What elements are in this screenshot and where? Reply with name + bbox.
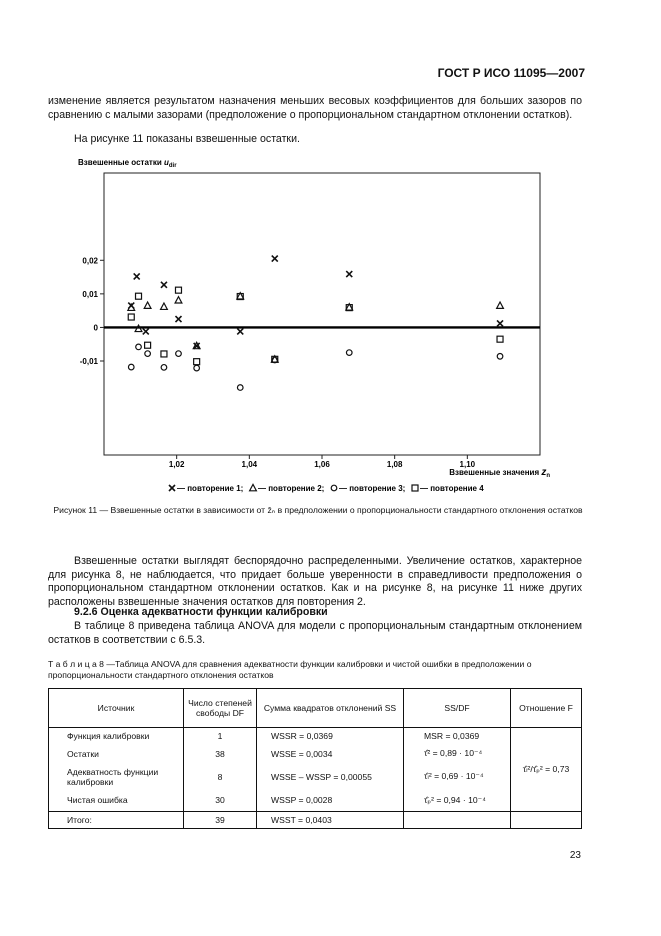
cell-df: 30 xyxy=(184,790,257,812)
data-point-triangle-marker xyxy=(144,302,151,308)
x-tick-label: 1,06 xyxy=(314,460,330,469)
data-point-circle-marker xyxy=(497,354,503,360)
data-point-x-marker xyxy=(161,282,167,288)
table-row xyxy=(49,790,582,812)
y-tick-label: 0 xyxy=(93,323,98,333)
cell-ssdf: τ̂ₗ² = 0,69 · 10⁻⁴ xyxy=(404,764,511,790)
data-point-square-marker xyxy=(497,336,503,342)
data-point-circle-marker xyxy=(161,365,167,371)
cell-source: Функция калибровки xyxy=(49,728,184,744)
cell-source: Адекватность функции калибровки xyxy=(49,764,184,790)
header-f: Отношение F xyxy=(511,689,582,728)
data-point-square-marker xyxy=(175,287,181,293)
header-source: Источник xyxy=(49,689,184,728)
cell-source: Итого: xyxy=(49,812,184,829)
data-point-circle-marker xyxy=(237,385,243,391)
cell-ss: WSSR = 0,0369 xyxy=(257,728,404,744)
table-row xyxy=(49,728,582,744)
table-row-total xyxy=(49,812,582,829)
paragraph-table-ref: В таблице 8 приведена таблица ANOVA для модели с пропорциональным стандартным отклонением остатков в соответствии с 6.5.3. xyxy=(48,620,582,646)
paragraph-figure-ref: На рисунке 11 показаны взвешенные остатки. xyxy=(74,133,300,145)
x-tick-label: 1,08 xyxy=(386,460,403,469)
cell-source: Остатки xyxy=(49,744,184,764)
anova-table xyxy=(48,688,582,829)
paragraph-analysis: Взвешенные остатки выглядят беспорядочно распределенными. Увеличение остатков, характерное для рисунка 8, не наблюдается, что придает больше уверенности в справедливости предположения о пропорциональном стандартном отклонении остатков. Как и на рисунке 8, на рисунке 11 ниже других расположены взвешенные значения остатков для повторения 2. xyxy=(48,555,582,608)
x-tick-label: 1,04 xyxy=(241,460,258,469)
section-title: 9.2.6 Оценка адекватности функции калибровки xyxy=(74,606,328,618)
data-point-circle-marker xyxy=(128,364,134,370)
y-axis-label: Взвешенные остатки $u_{dir}$ xyxy=(78,158,177,169)
data-point-circle-marker xyxy=(136,344,142,350)
data-point-circle-marker xyxy=(194,365,200,371)
data-point-x-marker xyxy=(169,485,175,491)
data-point-circle-marker xyxy=(145,351,151,357)
data-point-x-marker xyxy=(175,316,181,322)
cell-df: 8 xyxy=(184,764,257,790)
data-point-x-marker xyxy=(134,273,140,279)
data-point-square-marker xyxy=(145,342,151,348)
residuals-scatter-chart xyxy=(60,155,600,495)
cell-ssdf: MSR = 0,0369 xyxy=(404,728,511,744)
data-point-square-marker xyxy=(194,359,200,365)
data-point-x-marker xyxy=(346,271,352,277)
table-row xyxy=(49,744,582,764)
paragraph-intro: изменение является результатом назначения меньших весовых коэффициентов для больших зазоров по сравнению с малыми зазорами (предположение о пропорциональном стандартном отклонении остатков). xyxy=(48,95,582,121)
table-caption: Т а б л и ц а 8 —Таблица ANOVA для сравнения адекватности функции калибровки и чистой ошибки в предположении о пропорциональности стандартного отклонения остатков xyxy=(48,659,532,680)
cell-f-empty xyxy=(511,812,582,829)
cell-ss: WSSE = 0,0034 xyxy=(257,744,404,764)
table-row xyxy=(49,764,582,790)
page-number: 23 xyxy=(569,850,581,861)
cell-ss: WSSE – WSSP = 0,00055 xyxy=(257,764,404,790)
document-code: ГОСТ Р ИСО 11095—2007 xyxy=(437,66,585,80)
header-ss: Сумма квадратов отклонений SS xyxy=(257,689,404,728)
data-point-triangle-marker xyxy=(175,297,182,303)
cell-ss: WSSP = 0,0028 xyxy=(257,790,404,812)
legend-label: — повторение 2; xyxy=(258,484,325,493)
data-point-triangle-marker xyxy=(250,484,257,490)
data-point-square-marker xyxy=(128,314,134,320)
data-point-x-marker xyxy=(272,256,278,262)
cell-ss: WSST = 0,0403 xyxy=(257,812,404,829)
cell-f-ratio: τ̂ₗ²/τ̂ₚ² = 0,73 xyxy=(511,728,582,812)
table-header-row xyxy=(49,689,582,728)
data-point-circle-marker xyxy=(331,485,337,491)
cell-df: 38 xyxy=(184,744,257,764)
y-tick-label: 0,02 xyxy=(82,256,98,266)
data-point-x-marker xyxy=(237,328,243,334)
header-ssdf: SS/DF xyxy=(404,689,511,728)
cell-df: 39 xyxy=(184,812,257,829)
data-point-square-marker xyxy=(412,485,418,491)
legend-label: — повторение 1; xyxy=(177,484,244,493)
data-point-square-marker xyxy=(136,293,142,299)
cell-ssdf: τ̂² = 0,89 · 10⁻⁴ xyxy=(404,744,511,764)
header-df: Число степеней свободы DF xyxy=(184,689,257,728)
data-point-triangle-marker xyxy=(161,303,168,309)
cell-ssdf xyxy=(404,812,511,829)
x-axis-label: Взвешенные значения $z_n$ xyxy=(449,467,550,479)
legend-label: — повторение 4 xyxy=(420,484,484,493)
x-tick-label: 1,02 xyxy=(168,460,185,469)
data-point-square-marker xyxy=(161,351,167,357)
y-tick-label: 0,01 xyxy=(82,289,98,299)
cell-df: 1 xyxy=(184,728,257,744)
data-point-x-marker xyxy=(497,320,503,326)
x-tick-label: 1,10 xyxy=(459,460,476,469)
data-point-circle-marker xyxy=(176,351,182,357)
cell-source: Чистая ошибка xyxy=(49,790,184,812)
data-point-x-marker xyxy=(143,328,149,334)
data-point-circle-marker xyxy=(346,350,352,356)
plot-frame xyxy=(104,173,540,455)
y-tick-label: -0,01 xyxy=(79,357,98,366)
figure-caption: Рисунок 11 — Взвешенные остатки в зависимости от ẑₙ в предположении о пропорциональности стандартного отклонения остатков xyxy=(53,505,583,515)
cell-ssdf: τ̂ₚ² = 0,94 · 10⁻⁴ xyxy=(404,790,511,812)
data-point-triangle-marker xyxy=(497,302,504,308)
legend-label: — повторение 3; xyxy=(339,484,406,493)
